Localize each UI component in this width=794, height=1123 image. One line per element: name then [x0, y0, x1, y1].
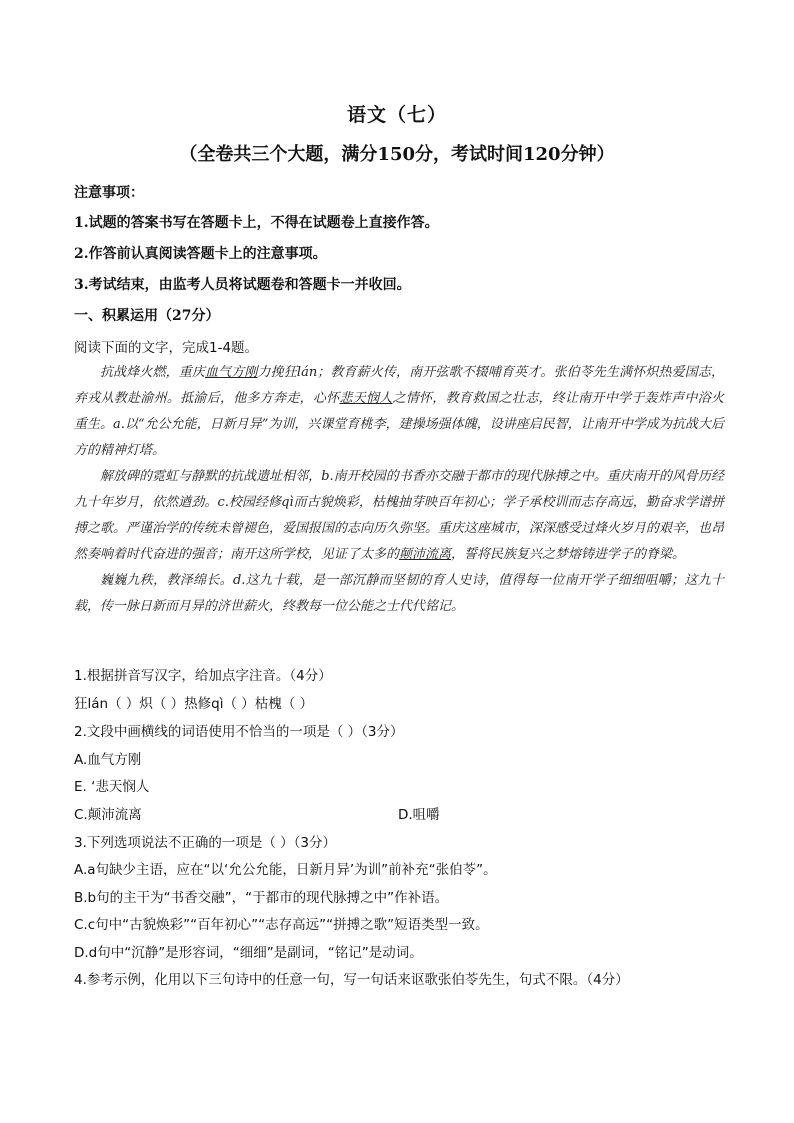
- notice-item: 3.考试结束，由监考人员将试题卷和答题卡一并收回。: [74, 277, 411, 293]
- passage-paragraph: 抗战烽火燃，重庆血气方刚力挽狂lán；教育薪火传，南开弦歌不辍哺育英才。张伯苓先生满怀炽热爱国志，弃戎从教赴渝州。抵渝后，他多方奔走，心怀悲天悯人之情怀，教育救国之壮志，终让南开中学于轰炸声中浴火重生。a.以“允公允能，日新月异”为训，兴课堂育桃李，建操场强体魄，设讲座启民智，让南开中学成为抗战大后方的精神灯塔。: [74, 365, 724, 458]
- reading-passage: [74, 360, 724, 620]
- option-a: A.血气方刚: [74, 752, 142, 768]
- question-stem: 4.参考示例，化用以下三句诗中的任意一句，写一句话来讴歌张伯苓先生，句式不限。（4分）: [74, 972, 629, 988]
- question-stem: 3.下列选项说法不正确的一项是（ ）（3分）: [74, 835, 337, 851]
- section-intro: 阅读下面的文字，完成1-4题。: [74, 340, 259, 356]
- option-d: D.咀嚼: [398, 807, 440, 823]
- underlined-term: 悲天悯人: [339, 391, 393, 406]
- page-title: 语文（七）: [346, 104, 447, 126]
- question-stem: 1.根据拼音写汉字，给加点字注音。（4分）: [74, 668, 332, 684]
- option-c: C.颠沛流离: [74, 807, 142, 823]
- underlined-term: 血气方刚: [205, 365, 258, 380]
- option-a: A.a句缺少主语，应在“以‘允公允能，日新月异’为训”前补充“张伯苓”。: [74, 862, 497, 878]
- section-heading: 一、积累运用（27分）: [74, 308, 220, 324]
- notice-item: 2.作答前认真阅读答题卡上的注意事项。: [74, 246, 327, 262]
- underlined-term: 颠沛流离: [399, 547, 452, 562]
- option-b: B.b句的主干为“书香交融”，“于都市的现代脉搏之中”作补语。: [74, 890, 449, 906]
- option-d: D.d句中“沉静”是形容词，“细细”是副词，“铭记”是动词。: [74, 945, 423, 961]
- question-blanks: 狂lán（ ）炽（ ）热修qì（ ）枯槐（ ）: [74, 696, 314, 712]
- question-stem: 2.文段中画横线的词语使用不恰当的一项是（ ）（3分）: [74, 724, 404, 740]
- option-b: E. ‘悲天悯人: [74, 779, 150, 795]
- option-c: C.c句中“古貌焕彩”“百年初心”“志存高远”“拼搏之歌”短语类型一致。: [74, 917, 489, 933]
- notice-item: 1.试题的答案书写在答题卡上，不得在试题卷上直接作答。: [74, 215, 439, 231]
- exam-subtitle: （全卷共三个大题，满分150分，考试时间120分钟）: [179, 144, 615, 165]
- notice-heading: 注意事项：: [74, 185, 144, 201]
- passage-paragraph: 巍巍九秩，教泽绵长。d.这九十载，是一部沉静而坚韧的育人史诗，值得每一位南开学子细细咀嚼；这九十载，传一脉日新而月异的济世薪火，终教每一位公能之士代代铭记。: [74, 573, 724, 614]
- passage-paragraph: 解放碑的霓虹与静默的抗战遗址相邻，b.南开校园的书香亦交融于都市的现代脉搏之中。重庆南开的风骨历经九十年岁月，依然遒劲。c.校园经修qì而古貌焕彩，枯槐抽芽映百年初心；学子承校训而志存高远，勤奋求学谱拼搏之歌。严谨治学的传统未曾褪色，爱国报国的志向历久弥坚。重庆这座城市，深深感受过烽火岁月的艰辛，也昂然奏响着时代奋进的强音；南开这所学校，见证了太多的颠沛流离，誓将民族复兴之梦熔铸进学子的脊梁。: [74, 469, 725, 562]
